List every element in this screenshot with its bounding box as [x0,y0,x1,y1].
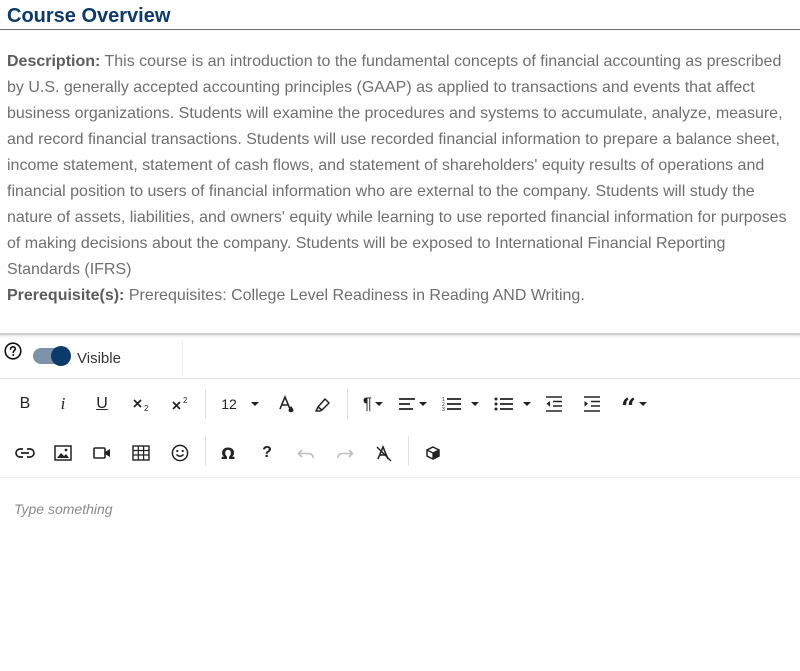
indent-icon [583,396,601,412]
clear-format-icon [375,444,393,462]
paragraph-format-button[interactable] [358,380,388,428]
insert-link-button[interactable] [12,429,38,477]
underline-icon: U [96,395,108,412]
help-button[interactable] [254,429,280,477]
subscript-button[interactable] [128,380,156,428]
editor-toolbar-row-2 [0,429,800,478]
svg-text:3: 3 [441,407,445,412]
chevron-down-icon [471,402,479,406]
editor-placeholder: Type something [14,501,113,517]
font-color-button[interactable] [274,380,298,428]
redo-button[interactable] [332,429,358,477]
prerequisite-label: Prerequisite(s): [7,287,125,304]
course-description [7,49,797,309]
embed-icon [425,445,441,461]
help-icon: ? [262,444,272,461]
toggle-knob [51,346,71,366]
ordered-list-icon [442,396,462,412]
ordered-list-button[interactable] [439,380,481,428]
text-editor[interactable] [0,478,800,671]
video-icon [93,446,111,460]
divider [182,340,183,376]
subscript-icon [132,396,152,412]
font-size-value: 12 [221,396,237,412]
highlight-button[interactable] [311,380,335,428]
highlight-icon [314,395,332,413]
font-color-icon [277,395,295,413]
italic-icon: i [60,394,66,413]
quote-icon: “ [621,394,636,424]
chevron-down-icon [419,402,427,406]
undo-button[interactable] [293,429,319,477]
course-overview-section [0,0,800,30]
visibility-toggle[interactable] [33,348,69,364]
superscript-button[interactable] [167,380,195,428]
description-label: Description: [7,53,101,70]
chevron-down-icon [251,402,259,406]
visibility-row [0,336,800,379]
insert-emoji-button[interactable] [167,429,193,477]
insert-table-button[interactable] [128,429,154,477]
visibility-label: Visible [77,350,121,367]
prerequisite-text: Prerequisites: College Level Readiness in Reading AND Writing. [124,287,585,304]
chevron-down-icon [523,402,531,406]
svg-text:1: 1 [441,397,445,403]
insert-video-button[interactable] [89,429,115,477]
bold-icon: B [19,395,31,412]
undo-icon [297,447,315,459]
table-icon [132,445,150,461]
bold-button[interactable] [12,380,38,428]
font-size-select[interactable] [215,380,265,428]
emoji-icon [171,444,189,462]
align-button[interactable] [396,380,428,428]
help-circle-icon[interactable] [4,342,22,360]
svg-text:2: 2 [441,402,445,408]
image-icon [54,445,72,461]
editor-toolbar-row-1 [0,380,800,428]
align-icon [398,397,416,411]
toolbar-separator [205,389,206,419]
paragraph-format-icon: ¶ [362,394,373,413]
embed-button[interactable] [420,429,446,477]
quote-button[interactable] [617,380,651,428]
link-icon [15,447,35,459]
superscript-icon [171,396,191,412]
outdent-icon [545,396,563,412]
italic-button[interactable] [50,380,76,428]
unordered-list-button[interactable] [491,380,533,428]
redo-icon [336,447,354,459]
section-divider [0,333,800,335]
page-title: Course Overview [0,0,800,30]
svg-text:2: 2 [144,404,149,412]
underline-button[interactable] [89,380,115,428]
outdent-button[interactable] [542,380,566,428]
toolbar-separator [408,436,409,466]
unordered-list-icon [494,396,514,412]
chevron-down-icon [639,402,647,406]
description-text: This course is an introduction to the fundamental concepts of financial accounting as prescribed by U.S. generally accepted accounting principles (GAAP) as applied to transactions and events that affect business organizations. Students will examine the procedures and systems to accumulate, analyze, measure, and record financial transactions. Students will use recorded financial information to prepare a balance sheet, income statement, statement of cash flows, and statement of shareholders' equity results of operations and financial position to users of financial information who are external to the company. Students will study the nature of assets, liabilities, and owners' equity while learning to use reported financial information for purposes of making decisions about the company. Students will be exposed to International Financial Reporting Standards (IFRS) [7,53,787,278]
special-characters-button[interactable] [215,429,241,477]
svg-text:2: 2 [183,396,188,405]
special-chars-icon: Ω [221,443,235,463]
toolbar-separator [205,436,206,466]
indent-button[interactable] [580,380,604,428]
insert-image-button[interactable] [50,429,76,477]
chevron-down-icon [375,402,383,406]
toolbar-separator [347,389,348,419]
clear-formatting-button[interactable] [371,429,397,477]
